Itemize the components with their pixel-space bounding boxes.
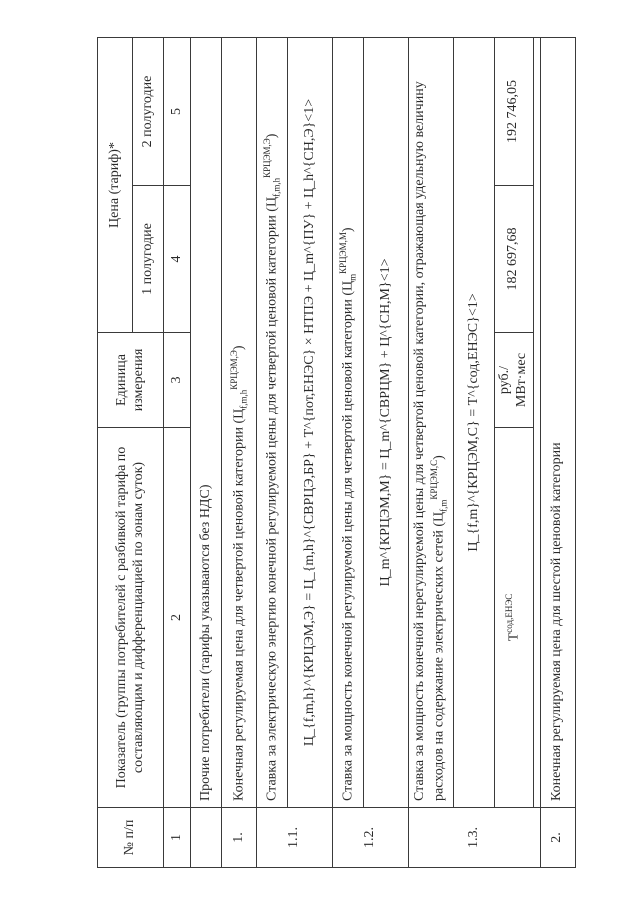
formula-text: Ц_m^{КРЦЭМ,М} = Ц_m^{СВРЦМ} + Ц^{СН,М}<1> — [377, 258, 393, 587]
formula-text: Ц_{f,m}^{КРЦЭМ,С} = Т^{сод,ЕНЭС}<1> — [465, 293, 481, 552]
formula-row — [288, 37, 333, 867]
index-cell: 3 — [164, 333, 191, 428]
value-half1: 182 697,68 — [495, 186, 534, 333]
header-half1: 1 полугодие — [133, 186, 164, 333]
index-row — [164, 37, 191, 867]
row-title: Конечная регулируемая цена для шестой ценовой категории — [540, 37, 575, 807]
formula-grid — [454, 37, 495, 807]
tariff-symbol — [495, 428, 534, 808]
table-row — [409, 37, 454, 867]
index-cell: 1 — [164, 808, 191, 868]
header-half2: 2 полугодие — [133, 37, 164, 185]
spacer-row — [533, 37, 540, 867]
symbol-subscript: f,m — [438, 499, 449, 512]
row-title-text: Конечная регулируемая цена для четвертой ценовой категории (Ц — [231, 408, 247, 801]
index-cell: 5 — [164, 37, 191, 185]
header-num: № п/п — [98, 808, 164, 868]
header-indicator: Показатель (группы потребителей с разбивкой тарифа по составляющим и дифференциацией по зонам суток) — [98, 428, 164, 808]
tariff-symbol-letter: Т — [506, 632, 522, 642]
row-title — [333, 37, 364, 807]
symbol-subscript: f,m,h — [271, 177, 282, 197]
section-title: Прочие потребители (тарифы указываются без НДС) — [191, 37, 222, 807]
row-title-text: Ставка за мощность конечной регулируемой цены для четвертой ценовой категории (Ц — [340, 280, 356, 801]
tariff-table — [97, 37, 576, 868]
symbol-superscript: КРЦЭМ,М — [337, 232, 348, 274]
unit-cell: руб./ МВт·мес — [495, 333, 534, 428]
table-row — [333, 37, 364, 867]
symbol-superscript: КРЦЭМ,С — [429, 459, 440, 500]
row-title-text: Ставка за электрическую энергию конечной регулируемой цены для четвертой ценовой категории (Ц — [264, 196, 280, 801]
symbol-superscript: КРЦЭМ,Э — [228, 350, 239, 390]
row-num: 2. — [540, 808, 575, 868]
row-title-tail: ) — [431, 455, 447, 460]
row-title-tail: ) — [340, 227, 356, 233]
value-row — [495, 37, 534, 867]
row-num: 1.3. — [409, 808, 541, 868]
row-title — [257, 37, 288, 807]
index-cell: 2 — [164, 428, 191, 808]
row-title-tail: ) — [264, 133, 280, 139]
row-num: 1.1. — [257, 808, 333, 868]
formula-row — [454, 37, 495, 867]
row-title-tail: ) — [231, 345, 247, 351]
row-num: 1. — [222, 808, 257, 868]
index-cell: 4 — [164, 186, 191, 333]
row-title-text: Ставка за мощность конечной нерегулируемой цены для четвертой ценовой категории, отражающая удельную величину расходов на содержание электрических сетей (Ц — [412, 81, 447, 801]
section-row — [191, 37, 222, 867]
table-row — [222, 37, 257, 867]
symbol-superscript: сод,ЕНЭС — [504, 593, 515, 633]
header-price: Цена (тариф)* — [98, 37, 133, 332]
symbol-subscript: m — [347, 273, 358, 281]
formula-energy — [288, 37, 333, 807]
formula-text: Ц_{f,m,h}^{КРЦЭМ,Э} = Ц_{m,h}^{СВРЦЭ,БР} + Т^{пот,ЕНЭС} × НТПЭ + Ц_m^{ПУ} + Ц_h^{СН,Э}<1> — [301, 98, 317, 747]
symbol-superscript: КРЦЭМ,Э — [261, 138, 272, 178]
row-title — [409, 37, 454, 807]
row-title — [222, 37, 257, 807]
formula-capacity — [364, 37, 409, 807]
rotated-tariff-page — [97, 38, 565, 868]
table-row — [540, 37, 575, 867]
table-row — [257, 37, 288, 867]
table-header-row — [98, 37, 133, 867]
row-num: 1.2. — [333, 808, 409, 868]
symbol-subscript: f,m,h — [238, 389, 249, 409]
value-half2: 192 746,05 — [495, 37, 534, 185]
header-unit: Единица измерения — [98, 333, 164, 428]
formula-row — [364, 37, 409, 867]
